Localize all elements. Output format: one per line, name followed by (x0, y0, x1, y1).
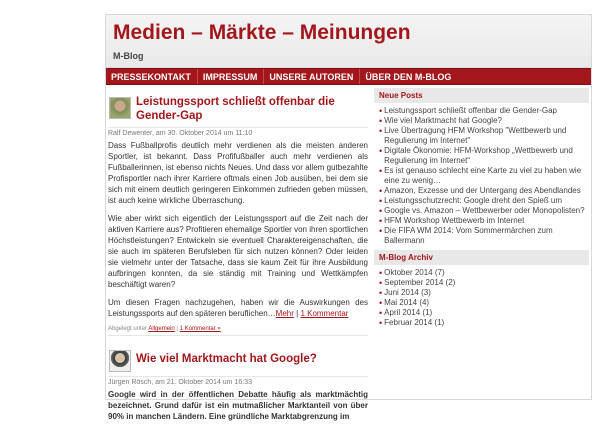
nav-item-pressekontakt[interactable]: PRESSEKONTAKT (106, 69, 198, 84)
read-more-link[interactable]: Mehr (275, 309, 294, 318)
archive-item[interactable]: • Juni 2014 (3) (379, 288, 431, 298)
filed-under-label: Abgelegt unter (108, 326, 148, 332)
page-wrapper (105, 14, 592, 421)
post-meta: Ralf Dewenter, am 30. Oktober 2014 um 11:10 (108, 127, 368, 137)
post-body (108, 389, 368, 422)
bullet-icon: • (379, 106, 383, 116)
bullet-icon: • (379, 278, 383, 288)
list-item[interactable]: • Amazon, Exzesse und der Untergang des Abendlandes (379, 186, 581, 196)
bullet-icon: • (379, 288, 383, 298)
nav-item-impressum[interactable]: IMPRESSUM (198, 69, 265, 84)
archive-title: M-Blog Archiv (374, 250, 589, 265)
list-item[interactable]: • Google vs. Amazon – Wettbewerber oder Monopolisten? (379, 206, 585, 216)
list-item[interactable]: • Live Übertragung HFM Workshop "Wettbewerb und Regulierung im Internet" (379, 126, 567, 145)
bullet-icon: • (379, 268, 383, 278)
bullet-icon: • (379, 308, 383, 318)
post-paragraph: Um diesen Fragen nachzugehen, haben wir die Auswirkungen des Leistungssports auf den späteren beruflichen…Mehr | 1 Kommentar (108, 298, 368, 318)
archive-item[interactable]: • Mai 2014 (4) (379, 298, 430, 308)
post (108, 348, 368, 422)
footer-comments-link[interactable]: 1 Kommentar » (179, 326, 221, 332)
bullet-icon: • (379, 126, 383, 136)
sidebar (374, 86, 589, 330)
post (108, 95, 368, 336)
list-item[interactable]: • Die FIFA WM 2014: Vom Sommermärchen zum Ballermann (379, 226, 553, 245)
author-avatar (109, 350, 131, 372)
archive-item[interactable]: • April 2014 (1) (379, 308, 433, 318)
bullet-icon: • (379, 146, 383, 156)
archive-item[interactable]: • Oktober 2014 (7) (379, 268, 445, 278)
bullet-icon: • (379, 116, 383, 126)
bullet-icon: • (379, 216, 383, 226)
bullet-icon: • (379, 196, 383, 206)
post-meta: Jürgen Rösch, am 21. Oktober 2014 um 16:33 (108, 376, 368, 386)
post-footer: Abgelegt unter Allgemein | 1 Kommentar » (108, 326, 368, 336)
main-content (106, 86, 368, 429)
list-item[interactable]: • Digitale Ökonomie: HFM-Workshop „Wettbewerb und Regulierung im Internet“ (379, 146, 573, 165)
list-item[interactable]: • HFM Workshop Wettbewerb im Internet (379, 216, 525, 226)
list-item[interactable]: • Leistungssport schließt offenbar die Gender-Gap (379, 106, 557, 116)
site-description: M-Blog (113, 51, 144, 61)
author-avatar (109, 97, 131, 119)
bullet-icon: • (379, 226, 383, 236)
site-title[interactable]: Medien – Märkte – Meinungen (113, 21, 411, 44)
list-item[interactable]: • Es ist genauso schlecht eine Karte zu viel zu haben wie eine zu wenig… (379, 166, 582, 185)
main-nav (106, 68, 591, 85)
recent-posts-title: Neue Posts (374, 88, 589, 103)
bullet-icon: • (379, 186, 383, 196)
recent-posts-list (374, 103, 589, 248)
site-header (106, 15, 591, 68)
category-link[interactable]: Allgemein (148, 326, 175, 332)
post-header (108, 95, 368, 123)
bullet-icon: • (379, 298, 383, 308)
post-paragraph: Google wird in der öffentlichen Debatte häufig als marktmächtig bezeichnet. Grund dafür ist ein mutmaßlicher Marktanteil von über 90% in manchen Ländern. Eine gründliche Marktabgrenzung im (108, 390, 368, 421)
bullet-icon: • (379, 206, 383, 216)
post-header (108, 348, 368, 372)
bullet-icon: • (379, 166, 383, 176)
bullet-icon: • (379, 318, 383, 328)
post-paragraph: Wie aber wirkt sich eigentlich der Leistungssport auf die Zeit nach der aktiven Karriere aus? Profitieren ehemalige Sportler von ihren sportlichen Höchstleistungen? Entwickeln sie eventuell Charaktereigenschaften, die sie auch im späteren Berufsleben für sich nutzen können? Oder leiden sie vielmehr unter der Tatsache, dass sie kaum Zeit für ihre Ausbildung aufbringen konnten, da sie ständig mit Training und Wettkämpfen beschäftigt waren? (108, 214, 368, 289)
post-title[interactable]: Wie viel Marktmacht hat Google? (136, 353, 317, 365)
post-paragraph: Dass Fußballprofis deutlich mehr verdienen als die meisten anderen Sportler, ist bekannt. Dass Profifußballer auch mehr verdienen als Fußballerinnen, ist ebenso nichts Neues. Und dass vor allem gutbezahlte Profisportler nach ihrer Karriere oftmals einen Job ausüben, bei dem sie sich mit einem deutlich geringeren Einkommen zufrieden geben müssen, ist auch keine wirkliche Überraschung. (108, 141, 368, 205)
nav-item-unsere-autoren[interactable]: UNSERE AUTOREN (264, 69, 360, 84)
post-paragraph-text: Um diesen Fragen nachzugehen, haben wir die Auswirkungen des Leistungssports auf den späteren beruflichen… (108, 298, 368, 318)
nav-item-ueber-den-m-blog[interactable]: ÜBER DEN M-BLOG (365, 72, 452, 82)
post-body (108, 140, 368, 319)
list-item[interactable]: • Leistungsschutzrecht: Google dreht den Spieß um (379, 196, 563, 206)
archive-list (374, 265, 589, 330)
archive-item[interactable]: • Februar 2014 (1) (379, 318, 445, 328)
comments-link[interactable]: 1 Kommentar (300, 309, 349, 318)
list-item[interactable]: • Wie viel Marktmacht hat Google? (379, 116, 502, 126)
archive-item[interactable]: • September 2014 (2) (379, 278, 456, 288)
post-title[interactable]: Leistungssport schließt offenbar die Gender-Gap (136, 96, 335, 122)
